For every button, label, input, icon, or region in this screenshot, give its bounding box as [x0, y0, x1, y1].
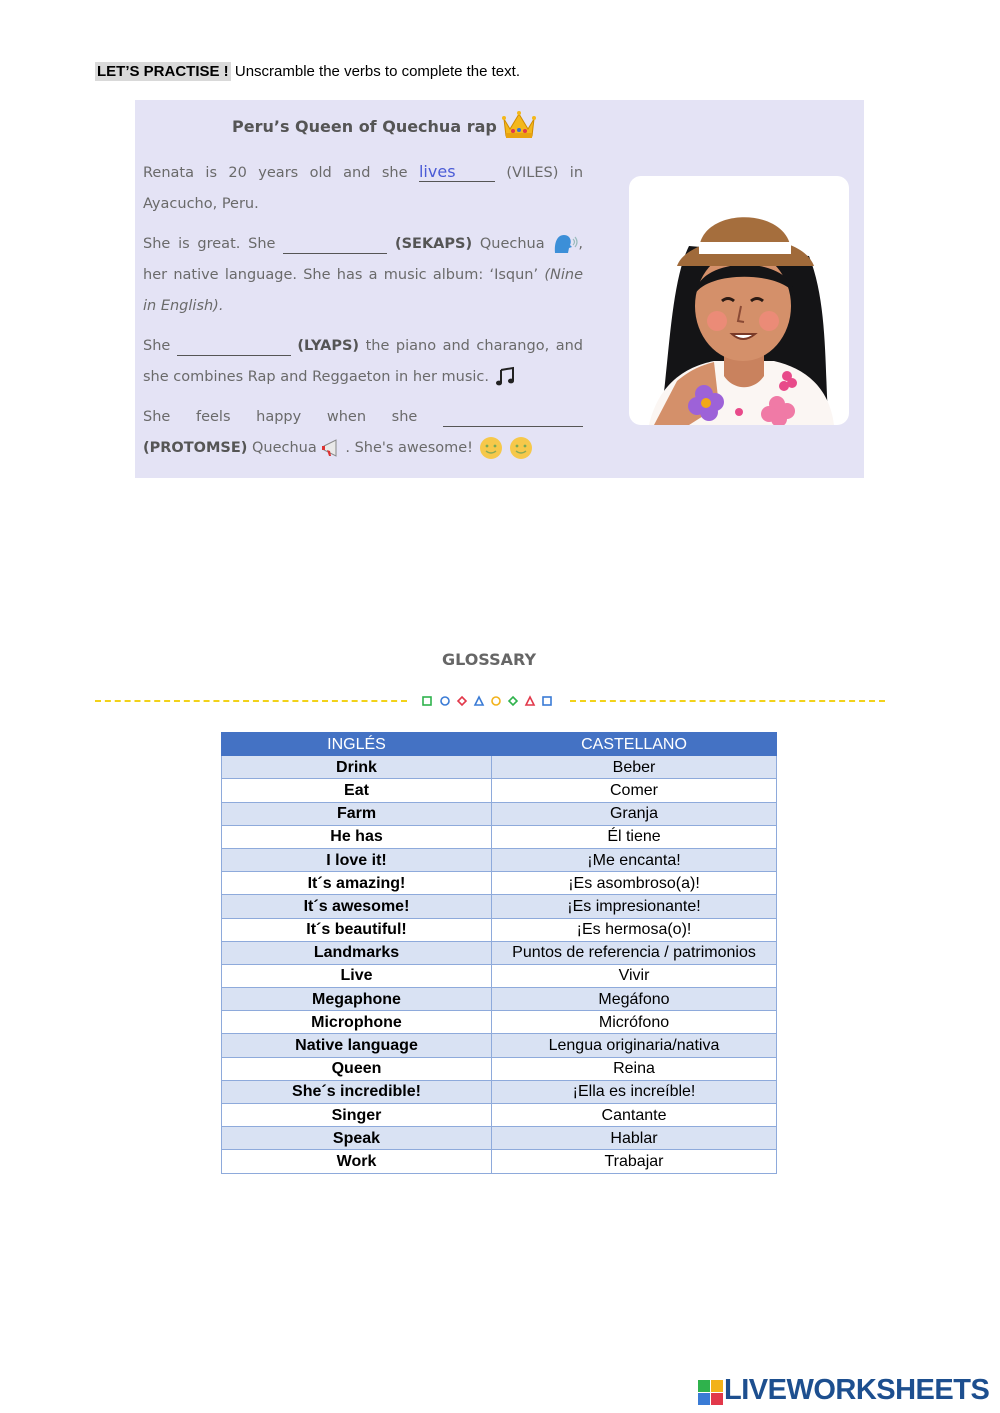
brand-name: LIVEWORKSHEETS: [724, 1374, 990, 1406]
glossary-row: [222, 941, 777, 964]
glossary-spanish-cell: Lengua originaria/nativa: [492, 1034, 777, 1057]
glossary-header-row: [222, 733, 777, 756]
glossary-spanish-cell: Trabajar: [492, 1150, 777, 1173]
p2-text-a: She is great. She: [143, 236, 276, 252]
glossary-english-cell: She´s incredible!: [222, 1080, 492, 1103]
glossary-row: [222, 756, 777, 779]
smiley-faces-icon: [478, 435, 536, 461]
glossary-english-cell: Native language: [222, 1034, 492, 1057]
p3-text-a: She: [143, 338, 171, 354]
paragraph-1: [143, 158, 583, 220]
glossary-row: [222, 1057, 777, 1080]
glossary-row: [222, 1080, 777, 1103]
speaking-head-icon: [552, 233, 578, 255]
glossary-english-cell: Queen: [222, 1057, 492, 1080]
header-english: INGLÉS: [222, 733, 492, 756]
glossary-english-cell: It´s beautiful!: [222, 918, 492, 941]
instruction-line: [95, 62, 520, 82]
glossary-english-cell: Eat: [222, 779, 492, 802]
glossary-spanish-cell: Micrófono: [492, 1011, 777, 1034]
glossary-spanish-cell: ¡Me encanta!: [492, 848, 777, 871]
glossary-spanish-cell: ¡Es impresionante!: [492, 895, 777, 918]
glossary-row: [222, 1150, 777, 1173]
glossary-spanish-cell: Beber: [492, 756, 777, 779]
p2-cue: (SEKAPS): [394, 236, 473, 252]
p2-text-b: Quechua: [479, 236, 545, 252]
glossary-row: [222, 918, 777, 941]
card-title: Peru’s Queen of Quechua rap: [232, 117, 497, 136]
p4-text-b: Quechua: [251, 440, 317, 456]
glossary-row: [222, 1034, 777, 1057]
glossary-table: [221, 732, 777, 1174]
p3-text-b: the piano and charango, and she combines Rap and Reggaeton in her music.: [143, 338, 583, 385]
glossary-english-cell: Live: [222, 964, 492, 987]
glossary-row: [222, 1127, 777, 1150]
glossary-english-cell: It´s amazing!: [222, 872, 492, 895]
dashed-divider-left: [95, 700, 407, 702]
p3-cue: (LYAPS): [297, 338, 360, 354]
story-text: [143, 158, 583, 473]
answer-speaks-input[interactable]: [283, 235, 387, 254]
dashed-divider-right: [570, 700, 885, 702]
glossary-english-cell: Drink: [222, 756, 492, 779]
glossary-row: [222, 895, 777, 918]
glossary-row: [222, 825, 777, 848]
answer-lives-input[interactable]: lives: [419, 163, 495, 182]
glossary-body: [222, 756, 777, 1173]
paragraph-2: [143, 229, 583, 322]
glossary-spanish-cell: Megáfono: [492, 988, 777, 1011]
glossary-row: [222, 872, 777, 895]
glossary-english-cell: Work: [222, 1150, 492, 1173]
glossary-spanish-cell: ¡Ella es increíble!: [492, 1080, 777, 1103]
glossary-row: [222, 1104, 777, 1127]
glossary-english-cell: Farm: [222, 802, 492, 825]
glossary-spanish-cell: Comer: [492, 779, 777, 802]
reading-card: [135, 100, 864, 478]
glossary-english-cell: Megaphone: [222, 988, 492, 1011]
p2-text-c: , her native language. She has a music album: ‘Isqun’: [143, 236, 584, 283]
renata-illustration: [629, 176, 849, 425]
glossary-english-cell: Singer: [222, 1104, 492, 1127]
glossary-row: [222, 988, 777, 1011]
glossary-english-cell: Landmarks: [222, 941, 492, 964]
p4-text-a: She feels happy when she: [143, 409, 418, 425]
paragraph-4: [143, 402, 583, 464]
glossary-spanish-cell: ¡Es hermosa(o)!: [492, 918, 777, 941]
glossary-spanish-cell: Cantante: [492, 1104, 777, 1127]
glossary-english-cell: It´s awesome!: [222, 895, 492, 918]
music-note-icon: [494, 366, 516, 388]
glossary-english-cell: I love it!: [222, 848, 492, 871]
answer-promotes-input[interactable]: [443, 408, 583, 427]
glossary-spanish-cell: Granja: [492, 802, 777, 825]
glossary-row: [222, 964, 777, 987]
glossary-row: [222, 779, 777, 802]
p2-text-d: (Nine in English).: [143, 267, 583, 314]
glossary-title: GLOSSARY: [441, 650, 537, 669]
answer-plays-input[interactable]: [177, 337, 291, 356]
glossary-row: [222, 848, 777, 871]
p4-text-c: . She's awesome!: [345, 440, 473, 456]
p1-text-a: Renata is 20 years old and she: [143, 165, 408, 181]
header-spanish: CASTELLANO: [492, 733, 777, 756]
crown-icon: [501, 109, 537, 141]
glossary-spanish-cell: Reina: [492, 1057, 777, 1080]
instruction-text: Unscramble the verbs to complete the text.: [230, 63, 520, 80]
glossary-english-cell: Speak: [222, 1127, 492, 1150]
glossary-row: [222, 1011, 777, 1034]
glossary-english-cell: He has: [222, 825, 492, 848]
megaphone-icon: [321, 437, 345, 459]
glossary-spanish-cell: Vivir: [492, 964, 777, 987]
liveworksheets-logo-icon: [698, 1378, 724, 1408]
paragraph-3: [143, 331, 583, 393]
glossary-spanish-cell: ¡Es asombroso(a)!: [492, 872, 777, 895]
glossary-spanish-cell: Puntos de referencia / patrimonios: [492, 941, 777, 964]
glossary-spanish-cell: Él tiene: [492, 825, 777, 848]
glossary-english-cell: Microphone: [222, 1011, 492, 1034]
glossary-spanish-cell: Hablar: [492, 1127, 777, 1150]
shapes-divider-icon: [420, 694, 555, 708]
p4-cue: (PROTOMSE): [143, 440, 248, 456]
glossary-row: [222, 802, 777, 825]
p1-text-b: (VILES) in Ayacucho, Peru.: [143, 165, 584, 212]
instruction-tag: LET’S PRACTISE !: [97, 63, 229, 80]
